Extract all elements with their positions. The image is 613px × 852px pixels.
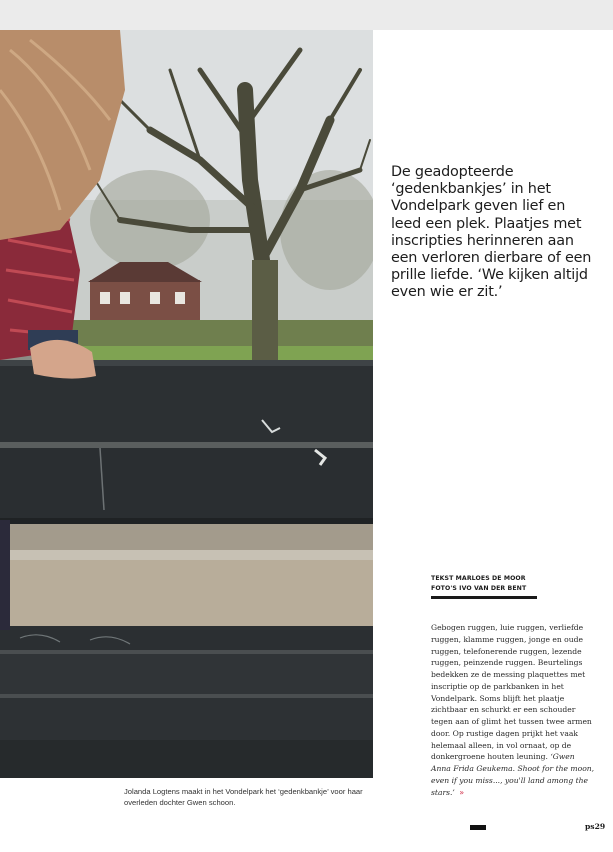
body-quote: ‘Gwen Anna Frida Geukema. Shoot for the moon, even if you miss..., you'll land among the stars.’ <box>431 752 595 797</box>
page-number: ps29 <box>585 822 606 831</box>
text-credit: TEKST MARLOES DE MOOR <box>431 575 526 582</box>
bench-backrest <box>0 360 373 524</box>
pull-quote: De geadopteerde ‘gedenkbankjes’ in het Vondelpark geven lief en leed een plek. Plaatjes met inscripties herinneren aan een verloren dierbare of een prille liefde. ‘We kijken altijd even wie er zit.’ <box>391 164 592 301</box>
continue-arrow-icon: » <box>459 787 465 797</box>
page-marker <box>470 825 486 830</box>
photo-credit: FOTO'S IVO VAN DER BENT <box>431 585 527 592</box>
top-band <box>0 0 613 30</box>
bench-photo <box>0 30 373 778</box>
bench-seat <box>0 626 373 778</box>
body-paragraph: Gebogen ruggen, luie ruggen, verliefde ruggen, klamme ruggen, jonge en oude ruggen, telefonerende ruggen, lezende ruggen, peinzende ruggen. Beurtelings bedekken ze de messing plaquettes met inscriptie op de parkbanken in het Vondelpark. Soms blijft het plaatje zichtbaar en schurkt er een schouder tegen aan of glimt het tussen twee armen door. Op rustige dagen prijkt het vaak helemaal alleen, in vol ornaat, op de donkergroene houten leuning. <box>431 623 592 762</box>
article-body <box>431 622 596 798</box>
photo-caption: Jolanda Logtens maakt in het Vondelpark het ‘gedenkbankje’ voor haar overleden dochter Gwen schoon. <box>124 787 363 807</box>
credits <box>431 574 537 599</box>
bench-photo-illustration <box>0 30 373 778</box>
